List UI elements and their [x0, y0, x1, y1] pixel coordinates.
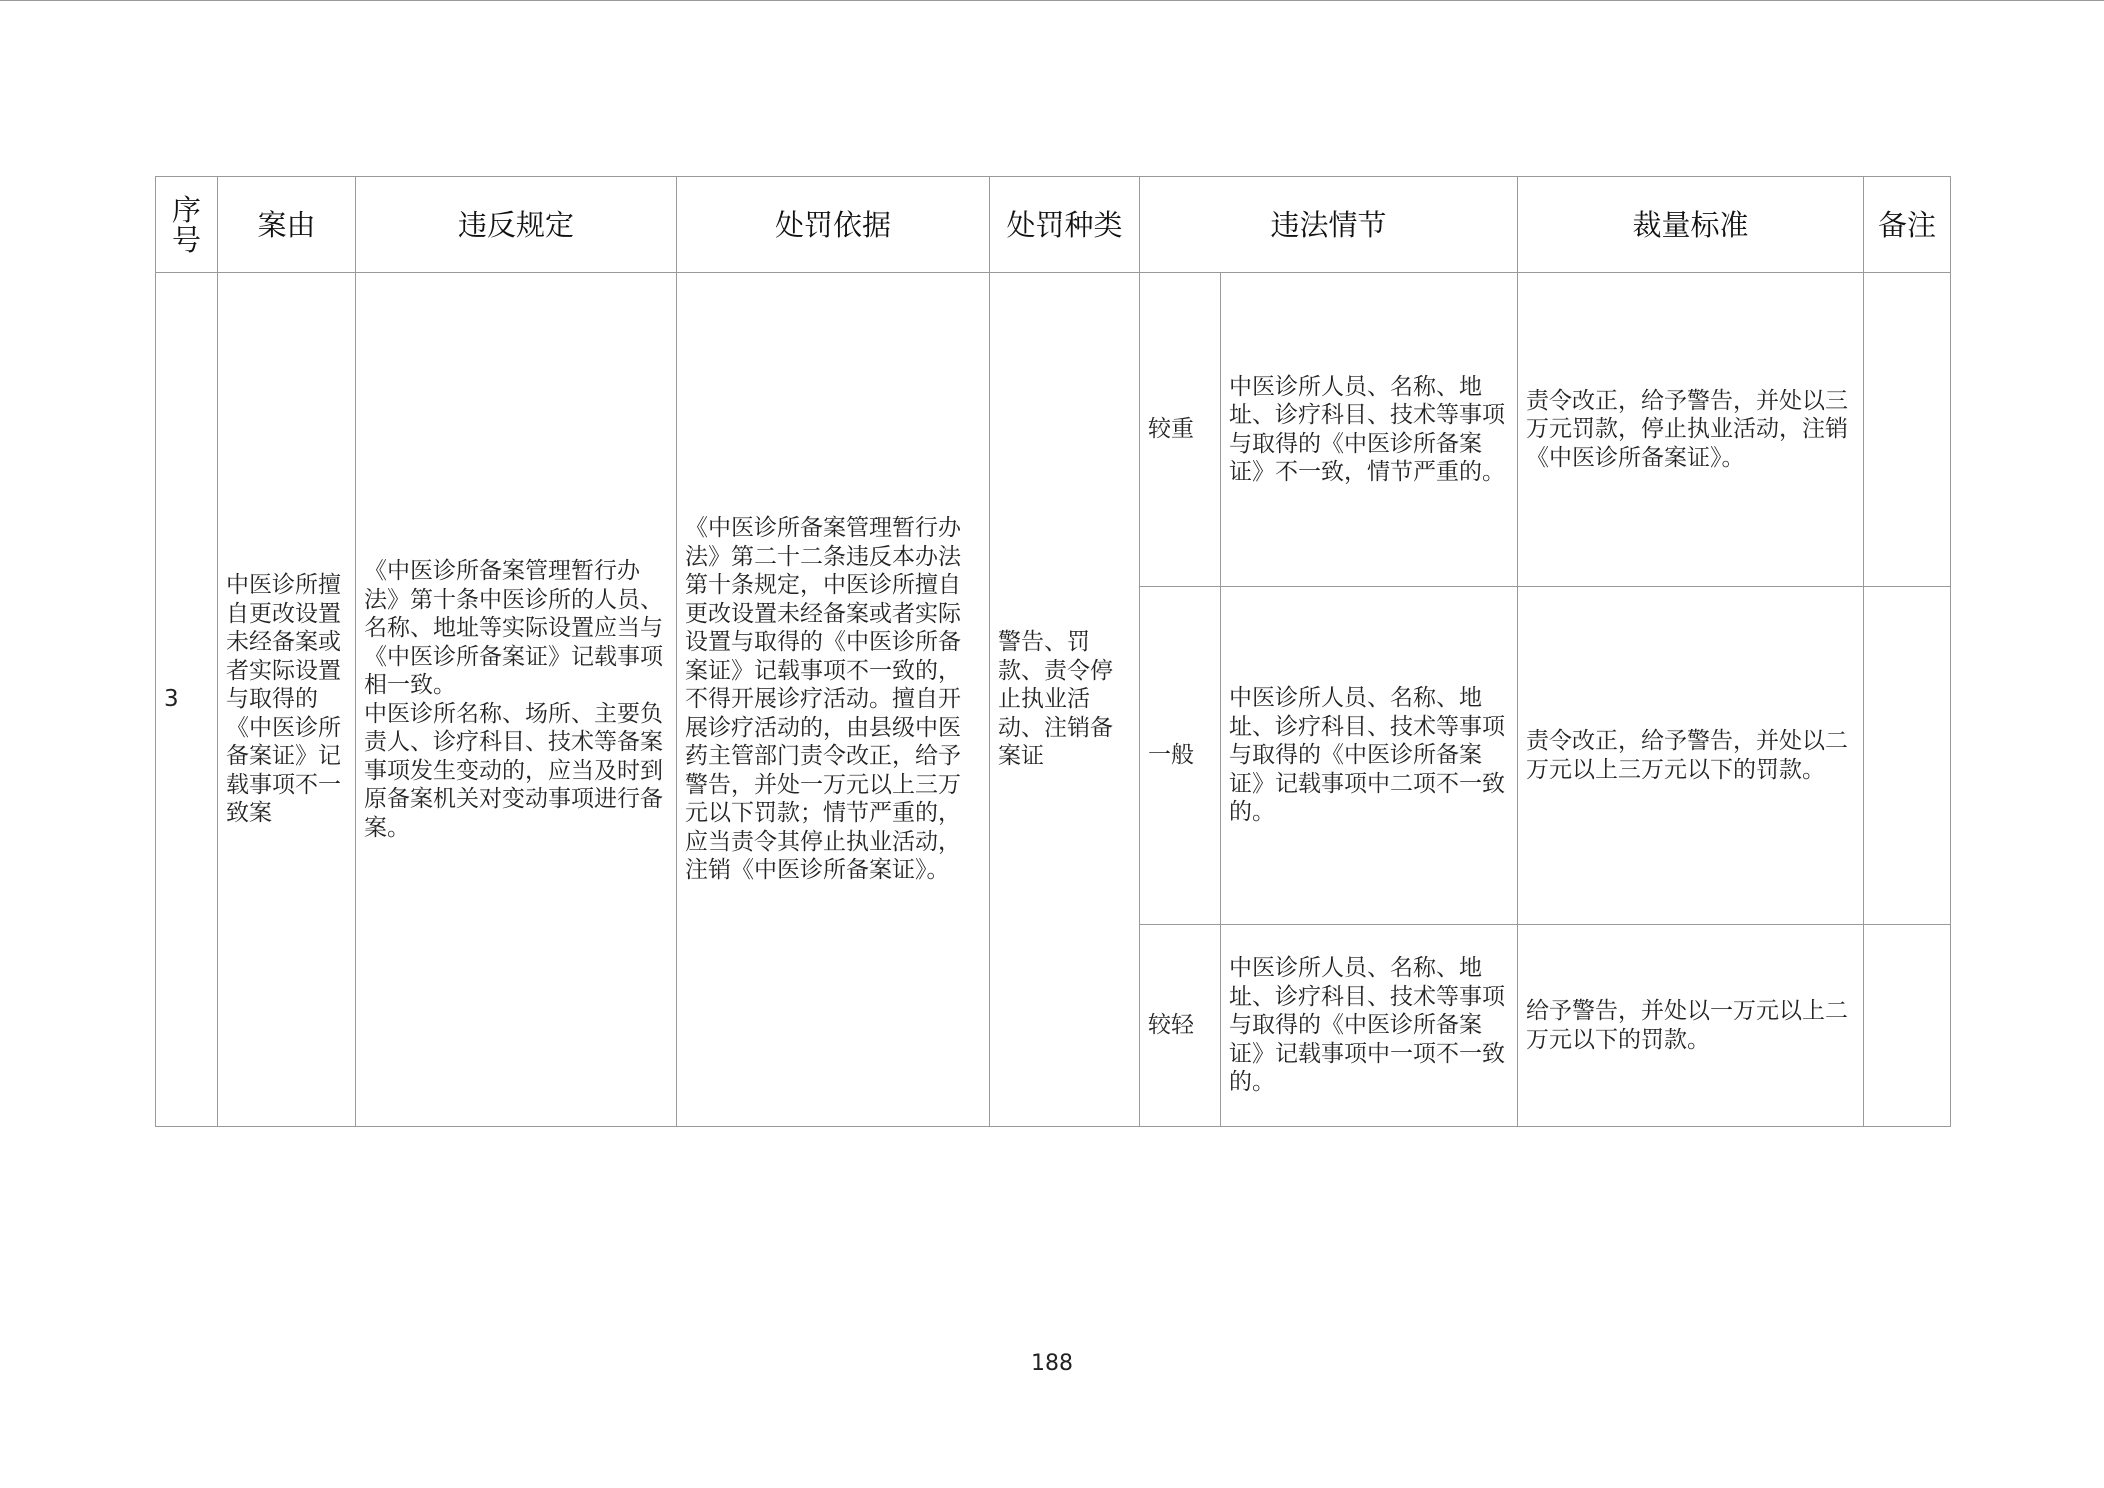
case-cell: 中医诊所擅自更改设置未经备案或者实际设置与取得的《中医诊所备案证》记载事项不一致案 [218, 273, 356, 1127]
violated-rule-cell: 《中医诊所备案管理暂行办法》第十条中医诊所的人员、名称、地址等实际设置应当与《中医诊所备案证》记载事项相一致。 中医诊所名称、场所、主要负责人、诊疗科目、技术等备案事项发生变动的，应当及时到原备案机关对变动事项进行备案。 [356, 273, 677, 1127]
header-case: 案由 [218, 177, 356, 273]
level-cell: 一般 [1140, 587, 1221, 925]
remark-cell [1864, 273, 1951, 587]
level-cell: 较重 [1140, 273, 1221, 587]
page-number: 188 [1031, 1351, 1073, 1376]
circumstance-cell: 中医诊所人员、名称、地址、诊疗科目、技术等事项与取得的《中医诊所备案证》记载事项中一项不一致的。 [1221, 925, 1518, 1127]
header-standard: 裁量标准 [1518, 177, 1864, 273]
remark-cell [1864, 587, 1951, 925]
circumstance-cell: 中医诊所人员、名称、地址、诊疗科目、技术等事项与取得的《中医诊所备案证》记载事项中二项不一致的。 [1221, 587, 1518, 925]
circumstance-cell: 中医诊所人员、名称、地址、诊疗科目、技术等事项与取得的《中医诊所备案证》不一致，情节严重的。 [1221, 273, 1518, 587]
level-cell: 较轻 [1140, 925, 1221, 1127]
standard-cell: 责令改正，给予警告，并处以二万元以上三万元以下的罚款。 [1518, 587, 1864, 925]
header-circumstance: 违法情节 [1140, 177, 1518, 273]
header-seq: 序号 [156, 177, 218, 273]
header-violated-rule: 违反规定 [356, 177, 677, 273]
page-top-rule [0, 0, 2104, 1]
header-remark: 备注 [1864, 177, 1951, 273]
remark-cell [1864, 925, 1951, 1127]
penalty-type-cell: 警告、罚款、责令停止执业活动、注销备案证 [990, 273, 1140, 1127]
penalty-basis-cell: 《中医诊所备案管理暂行办法》第二十二条违反本办法第十条规定，中医诊所擅自更改设置未经备案或者实际设置与取得的《中医诊所备案证》记载事项不一致的，不得开展诊疗活动。擅自开展诊疗活动的，由县级中医药主管部门责令改正，给予警告，并处一万元以上三万元以下罚款；情节严重的，应当责令其停止执业活动，注销《中医诊所备案证》。 [677, 273, 990, 1127]
standard-cell: 给予警告，并处以一万元以上二万元以下的罚款。 [1518, 925, 1864, 1127]
header-penalty-type: 处罚种类 [990, 177, 1140, 273]
penalty-discretion-table [155, 176, 1951, 1127]
table-row [156, 273, 1951, 587]
standard-cell: 责令改正，给予警告，并处以三万元罚款，停止执业活动，注销《中医诊所备案证》。 [1518, 273, 1864, 587]
seq-cell: 3 [156, 273, 218, 1127]
header-row [156, 177, 1951, 273]
header-penalty-basis: 处罚依据 [677, 177, 990, 273]
